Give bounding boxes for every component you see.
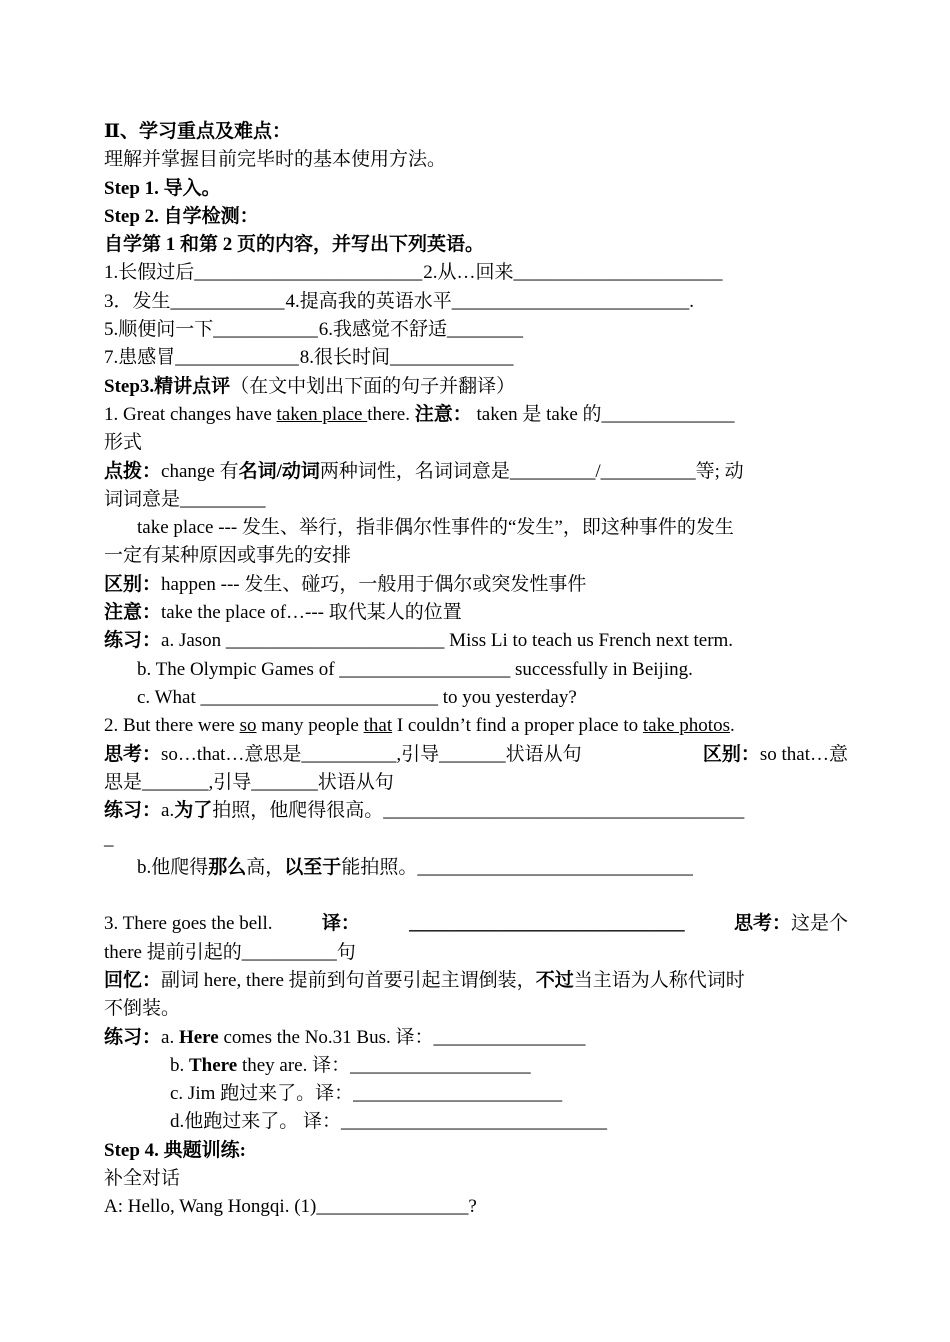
sentence-1-underlined: taken place <box>276 403 368 425</box>
note-label-2: 注意： <box>104 602 162 624</box>
sentence-1-text: 1. Great changes have <box>104 403 277 425</box>
recall-text: 副词 here, there 提前到句首要引起主谓倒装， <box>161 969 536 991</box>
note-text-2: take the place of…--- 取代某人的位置 <box>161 602 462 624</box>
vocab-item: 8.很长时间_____________ <box>299 347 514 369</box>
vocab-row <box>104 288 848 316</box>
note-label: 注意： <box>414 403 472 425</box>
practice-label-3: 练习： <box>104 1026 162 1048</box>
practice2-a <box>104 797 848 825</box>
sentence-2-underlined-so: so <box>239 715 257 737</box>
difference-label-2: 区别： <box>702 743 760 765</box>
step3-note: （在文中划出下面的句子并翻译） <box>230 375 516 397</box>
tip-label: 点拨： <box>104 460 162 482</box>
vocab-item: 2.从…回来______________________ <box>423 262 723 284</box>
worksheet-page <box>104 118 848 1222</box>
practice2-a-prefix: a. <box>161 800 175 822</box>
note-line <box>104 599 848 627</box>
practice3-d: d.他跑过来了。 译：____________________________ <box>170 1111 608 1133</box>
practice2-b-text-3: 能拍照。_____________________________ <box>341 856 693 878</box>
step4-heading: Step 4. 典题训练: <box>104 1139 246 1161</box>
sentence-1-text-end: there. <box>367 403 415 425</box>
practice2-a-continuation: _ <box>104 828 114 850</box>
translate-blank: _____________________________ <box>409 913 685 935</box>
sentence-3-text: 3. There goes the bell. <box>104 913 273 935</box>
blank-line <box>104 882 848 910</box>
sentence-2-underlined-take-photos: take photos <box>642 715 730 737</box>
practice-label: 练习： <box>104 630 162 652</box>
think-line <box>104 741 848 769</box>
sentence-2-text-c: I couldn’t find a proper place to <box>392 715 643 737</box>
practice-label-2: 练习： <box>104 800 162 822</box>
sentence-2-text-d: . <box>729 715 735 737</box>
practice1-a <box>104 627 848 655</box>
difference-label: 区别： <box>104 573 162 595</box>
practice1-c: c. What _________________________ to you yesterday? <box>137 686 577 708</box>
step2-heading: Step 2. 自学检测： <box>104 205 259 227</box>
practice3-a-text: comes the No.31 Bus. 译：________________ <box>218 1026 586 1048</box>
practice3-b-text: they are. 译：___________________ <box>237 1054 531 1076</box>
take-place-explanation-2: 一定有某种原因或事先的安排 <box>104 545 352 567</box>
difference-text-2: so that…意 <box>759 743 848 765</box>
translate-label: 译： <box>321 913 360 935</box>
practice3-a-prefix: a. <box>161 1026 179 1048</box>
tip-line <box>104 458 848 486</box>
vocab-item: 1.长假过后________________________ <box>104 262 423 284</box>
think-label-2: 思考： <box>733 913 791 935</box>
tip-bold: 名词/动词 <box>238 460 320 482</box>
practice3-b-bold: There <box>189 1054 238 1076</box>
practice3-b <box>104 1052 848 1080</box>
practice2-b <box>104 854 848 882</box>
practice2-b-text: b.他爬得 <box>137 856 209 878</box>
sentence-3-continuation: there 提前引起的__________句 <box>104 941 356 963</box>
think-text: so…that…意思是__________,引导_______状语从句 <box>161 743 582 765</box>
vocab-row <box>104 344 848 372</box>
section-heading: Ⅱ、学习重点及难点： <box>104 121 292 142</box>
sentence-1-continuation: 形式 <box>104 432 143 454</box>
vocab-row <box>104 259 848 287</box>
dialog-line-a: A: Hello, Wang Hongqi. (1)________________? <box>104 1196 477 1218</box>
tip-text-2: 两种词性，名词词意是_________/__________等; 动 <box>319 460 744 482</box>
sentence-3 <box>104 910 848 938</box>
think-continuation: 思是_______,引导_______状语从句 <box>104 771 394 793</box>
practice3-b-prefix: b. <box>170 1054 189 1076</box>
tip-text: change 有 <box>161 460 239 482</box>
vocab-item: 5.顺便问一下___________ <box>104 319 318 341</box>
vocab-item: 7.患感冒_____________ <box>104 347 299 369</box>
self-study-instruction: 自学第 1 和第 2 页的内容，并写出下列英语。 <box>104 234 485 256</box>
sentence-2-text: 2. But there were <box>104 715 240 737</box>
dialog-title: 补全对话 <box>104 1167 181 1189</box>
practice3-a-bold: Here <box>178 1026 219 1048</box>
step1-heading: Step 1. 导入。 <box>104 177 221 199</box>
note-text: taken 是 take 的______________ <box>471 403 735 425</box>
practice1-b: b. The Olympic Games of __________________ successfully in Beijing. <box>137 658 693 680</box>
vocab-row <box>104 316 848 344</box>
practice-item: a. Jason _______________________ Miss Li to teach us French next term. <box>161 630 734 652</box>
take-place-explanation: take place --- 发生、举行，指非偶尔性事件的“发生”，即这种事件的发生 <box>137 517 734 539</box>
vocab-item: 6.我感觉不舒适________ <box>318 319 524 341</box>
difference-text: happen --- 发生、碰巧，一般用于偶尔或突发性事件 <box>161 573 587 595</box>
sentence-2 <box>104 712 848 740</box>
recall-text-2: 当主语为人称代词时 <box>573 969 745 991</box>
recall-continuation: 不倒装。 <box>104 998 181 1020</box>
sentence-2-text-b: many people <box>256 715 364 737</box>
practice2-b-text-2: 高， <box>246 856 285 878</box>
think-right <box>703 741 848 769</box>
practice2-a-text: 拍照，他爬得很高。______________________________________ <box>212 800 745 822</box>
step3-heading <box>104 373 848 401</box>
difference-line <box>104 571 848 599</box>
recall-label: 回忆： <box>104 969 162 991</box>
think-left <box>104 741 582 769</box>
sentence-1 <box>104 401 848 429</box>
vocab-item: 4.提高我的英语水平_________________________. <box>285 290 695 312</box>
practice3-c: c. Jim 跑过来了。译：______________________ <box>170 1083 563 1105</box>
think-text-2: 这是个 <box>790 913 848 935</box>
vocab-item: 3．发生____________ <box>104 290 285 312</box>
step3-label: Step3.精讲点评 <box>104 375 231 397</box>
practice2-b-bold-2: 以至于 <box>284 856 342 878</box>
think-label: 思考： <box>104 743 162 765</box>
think-group <box>734 910 848 938</box>
recall-line <box>104 967 848 995</box>
tip-continuation: 词词意是_________ <box>104 488 266 510</box>
focus-text: 理解并掌握目前完毕时的基本使用方法。 <box>104 149 447 171</box>
sentence-2-underlined-that: that <box>363 715 393 737</box>
practice2-a-bold: 为了 <box>174 800 213 822</box>
practice2-b-bold: 那么 <box>208 856 247 878</box>
recall-bold: 不过 <box>535 969 574 991</box>
practice3-a <box>104 1024 848 1052</box>
